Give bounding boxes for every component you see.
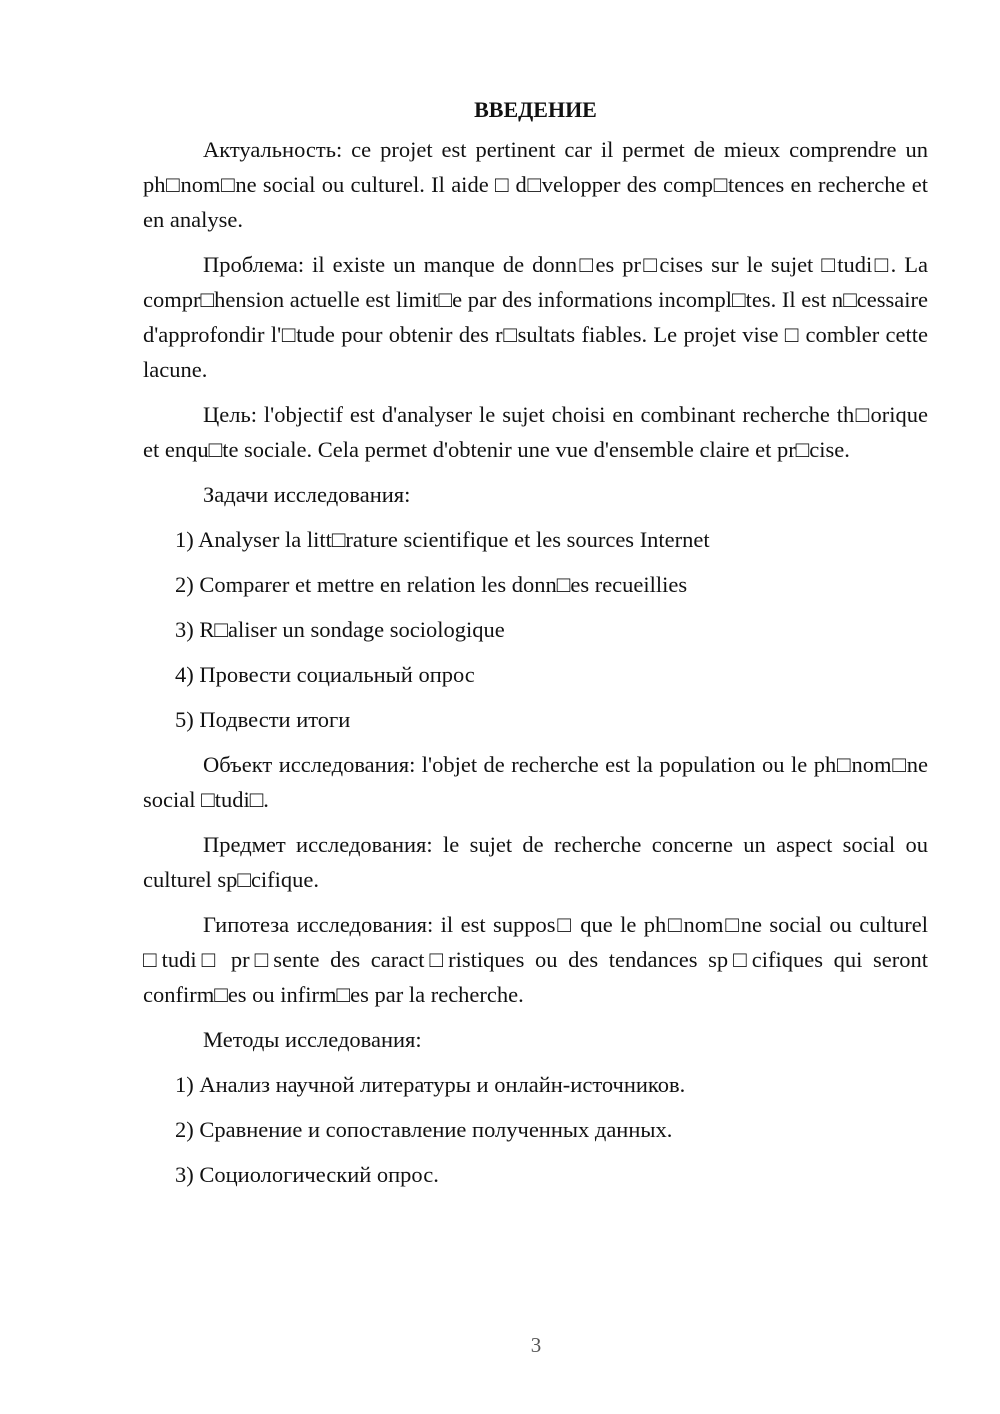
page-title: ВВЕДЕНИЕ	[474, 97, 597, 122]
methods-list	[143, 1067, 928, 1192]
list-item: 5) Подвести итоги	[175, 707, 351, 732]
list-item: 3) Социологический опрос.	[175, 1162, 439, 1187]
goal-paragraph: Цель: l'objectif est d'analyser le sujet choisi en combinant recherche th□orique et enqu□te sociale. Cela permet d'obtenir une vue d'ensemble claire et pr□cise.	[143, 402, 928, 462]
document-page	[143, 92, 928, 1202]
tasks-heading: Задачи исследования:	[203, 482, 411, 507]
list-item: 1) Анализ научной литературы и онлайн-источников.	[175, 1072, 686, 1097]
subject-paragraph: Предмет исследования: le sujet de recherche concerne un aspect social ou culturel sp□cifique.	[143, 832, 928, 892]
list-item: 1) Analyser la litt□rature scientifique et les sources Internet	[175, 527, 710, 552]
list-item: 2) Сравнение и сопоставление полученных данных.	[175, 1117, 673, 1142]
problem-paragraph: Проблема: il existe un manque de donn□es pr□cises sur le sujet □tudi□. La compr□hension actuelle est limit□e par des informations incompl□tes. Il est n□cessaire d'approfondir l'□tude pour obtenir des r□sultats fiables. Le projet vise □ combler cette lacune.	[143, 252, 928, 382]
methods-heading: Методы исследования:	[203, 1027, 422, 1052]
list-item: 2) Comparer et mettre en relation les donn□es recueillies	[175, 572, 688, 597]
object-paragraph: Объект исследования: l'objet de recherche est la population ou le ph□nom□ne social □tudi□.	[143, 752, 928, 812]
tasks-list	[143, 522, 928, 737]
relevance-paragraph: Актуальность: ce projet est pertinent car il permet de mieux comprendre un ph□nom□ne social ou culturel. Il aide □ d□velopper des comp□tences en recherche et en analyse.	[143, 137, 928, 232]
hypothesis-paragraph: Гипотеза исследования: il est suppos□ que le ph□nom□ne social ou culturel □tudi□ pr□sente des caract□ristiques ou des tendances sp□cifiques qui seront confirm□es ou infirm□es par la recherche.	[143, 912, 928, 1007]
list-item: 4) Провести социальный опрос	[175, 662, 475, 687]
page-number: 3	[530, 1333, 542, 1357]
list-item: 3) R□aliser un sondage sociologique	[175, 617, 505, 642]
